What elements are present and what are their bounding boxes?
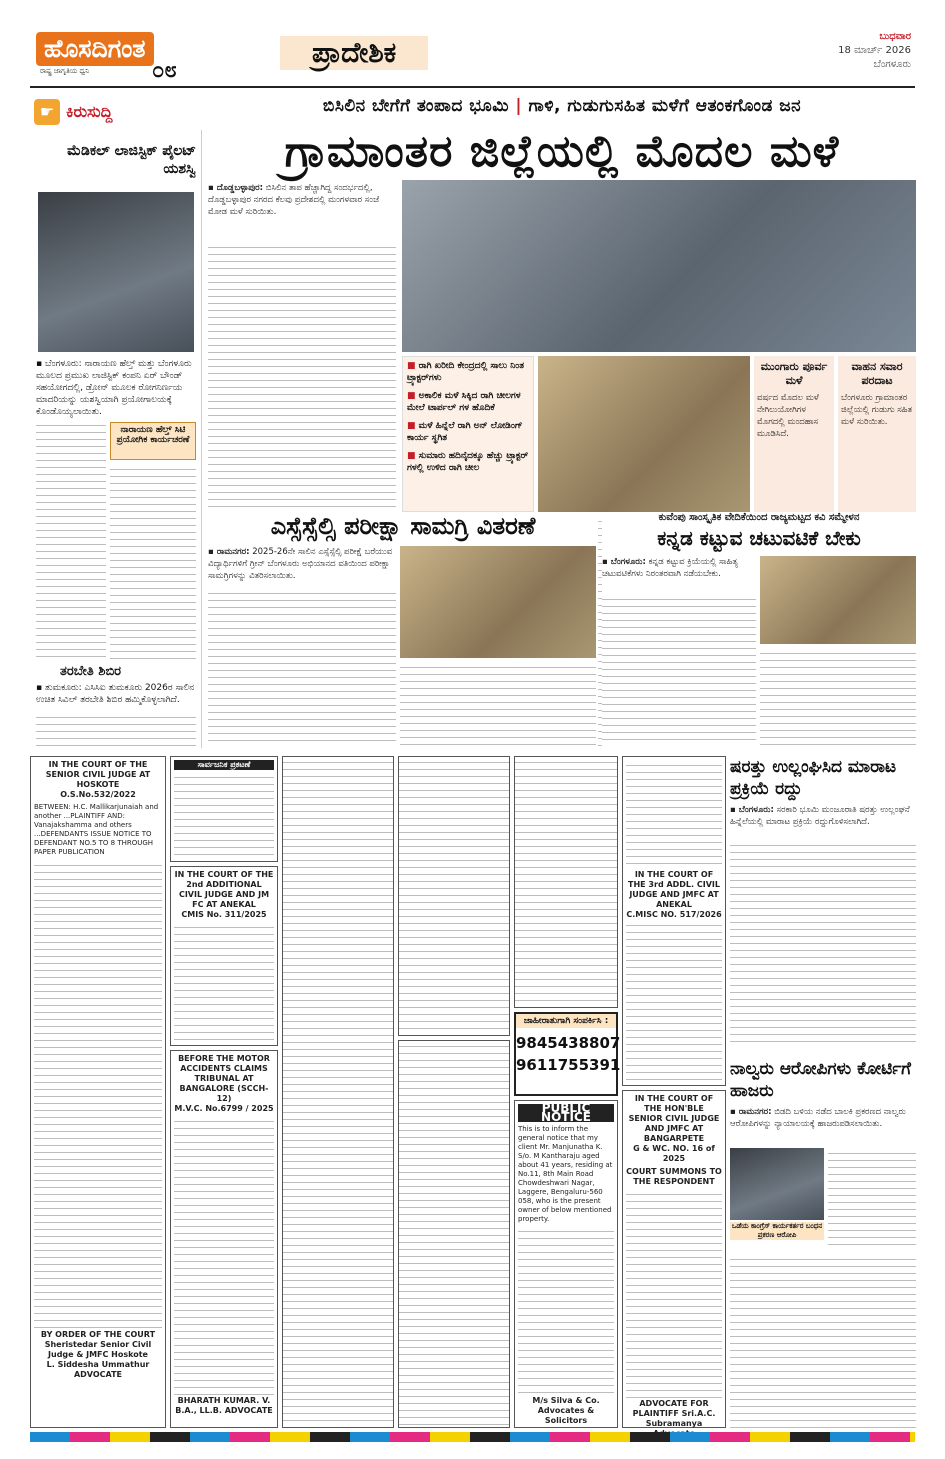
sidebar-photo [38,192,194,352]
kicker-divider: | [515,96,529,116]
training-text [36,712,196,746]
public-notice-text: This is to inform the general notice that my client Mr. Manjunatha K. S/o. M Kantharaju aged about 41 years, residing at No.11, 8th Main Road Chowdeshwari Nagar, Laggere, Bengaluru-560 058, who is the present owner of below mentioned property. [518,1125,613,1223]
land-sale-dateline: ▪ ಬೆಂಗಳೂರು: [730,805,774,815]
print-color-strip [30,1432,915,1442]
dateline-block [838,30,911,72]
court4-title: IN THE COURT OF THE HON'BLE SENIOR CIVIL JUDGE AND JMFC AT BANGARPETE [628,1094,720,1143]
main-lead-text: ಬಿಸಿಲಿನ ತಾಪ ಹೆಚ್ಚಾಗಿದ್ದ ಸಂದರ್ಭದಲ್ಲಿ, ದೊಡ್ಡಬಳ್ಳಾಪುರ ನಗರದ ಕೆಲವು ಪ್ರದೇಶದಲ್ಲಿ ಮಂಗಳವಾರ ಸಂಜೆ ಮೋಡ ಮಳೆ ಸುರಿಯಿತು. [208,183,380,217]
accused-headline: ನಾಲ್ವರು ಆರೋಪಿಗಳು ಕೋರ್ಟಿಗೆ ಹಾಜರು [730,1059,911,1101]
sslc-headline: ಎಸ್ಸೆಸ್ಸೆಲ್ಸಿ ಪರೀಕ್ಷಾ ಸಾಮಗ್ರಿ ವಿತರಣೆ [270,512,536,540]
date: 18 ಮಾರ್ಚ್ 2026 [838,45,911,56]
kuvempu-lead [602,556,756,592]
sslc-story [208,512,598,748]
sslc-text-2 [400,662,596,746]
accused-court-story [730,1058,916,1428]
court4-signoff: ADVOCATE FOR PLAINTIFF Sri.A.C. Subramanya [632,1399,716,1428]
court-notice-hoskote [30,756,166,1428]
sidebar-lead: ▪ ಬೆಂಗಳೂರು: ನಾರಾಯಣ ಹೆಲ್ತ್ ಮತ್ತು ಬೆಂಗಳೂರು ಮೂಲದ ಪ್ರಮುಖ ಲಾಜಿಸ್ಟಿಕ್ ಕಂಪನಿ ಏರ್ ಬೌಂಡ್ ಸಹಯೋಗದಲ್ಲಿ, ಡ್ರೋನ್ ಮೂಲಕ ರೋಗನಿರ್ಣಯ ಮಾದರಿಯನ್ನು ಯಶಸ್ವಿಯಾಗಿ ಪ್ರಯೋಗಾಲಯಕ್ಕೆ ಕೊಂಡೊಯ್ಯಲಾಯಿತು. [36,359,192,417]
kuvempu-headline: ಕನ್ನಡ ಕಟ್ಟುವ ಚಟುವಟಿಕೆ ಬೇಕು [657,526,861,550]
court1-signoff: BY ORDER OF THE COURT Sheristedar Senior Civil Judge & JMFC Hoskote [40,1330,156,1359]
phone-1[interactable]: 9845438807 [516,1034,621,1052]
advocate1: L. Siddesha Ummathur ADVOCATE [46,1360,150,1379]
kannada-notices-col [282,756,394,1428]
city: ಬೆಂಗಳೂರು [873,59,911,70]
sslc-text [208,588,396,746]
main-kicker [208,96,916,116]
mact-notice [170,1050,278,1428]
mact-title: BEFORE THE MOTOR ACCIDENTS CLAIMS TRIBUNAL AT BANGALORE (SCCH-12) [178,1054,270,1103]
land-sale-story [730,756,916,1054]
page-number: ೦೮ [152,58,177,83]
day: ಬುಧವಾರ [879,31,911,42]
highlight-item: ■ ಅಕಾಲಿಕ ಮಳೆ ಸಿಕ್ಕಿದ ರಾಗಿ ಚೀಲಗಳ ಮೇಲೆ ಟಾರ್ಪಲ್ ಗಳ ಹೊದಿಕೆ [407,391,521,413]
training-lead: ▪ ತುಮಕೂರು: ಎಸಿಸಿಐ ತುಮಕೂರು 2026ರ ಸಾಲಿನ ಉಚಿತ ಸಿವಿಲ್ ತರಬೇತಿ ಶಿಬಿರ ಹಮ್ಮಿಕೊಳ್ಳಲಾಗಿದೆ. [36,683,195,705]
main-dateline: ▪ ದೊಡ್ಡಬಳ್ಳಾಪುರ: [208,183,264,193]
main-lead [208,182,396,242]
main-headline: ಗ್ರಾಮಾಂತರ ಜಿಲ್ಲೆಯಲ್ಲಿ ಮೊದಲ ಮಳೆ [284,126,840,177]
training-headline: ತರಬೇತಿ ಶಿಬಿರ [60,664,122,679]
logo-box [30,30,190,86]
kirusuddi-badge [30,96,202,130]
public-notice-english [514,1100,618,1428]
court4-summons: COURT SUMMONS TO THE RESPONDENT [626,1167,722,1186]
side-box-left-head: ಮುಂಗಾರು ಪೂರ್ವ ಮಳೆ [760,360,828,387]
mact-case: M.V.C. No.6799 / 2025 [174,1104,274,1113]
court3-body [626,920,722,1080]
accused-lead-text: ಬಿಡದಿ ಬಳಿಯ ನಡೆದ ಬಾಲಕಿ ಪ್ರಕರಣದ ನಾಲ್ವರು ಆರೋಪಿಗಳನ್ನು ನ್ಯಾಯಾಲಯಕ್ಕೆ ಹಾಜರುಪಡಿಸಲಾಯಿತು. [730,1107,906,1129]
ragi-centre-photo [538,356,750,512]
public-notice-kannada [170,756,278,862]
court3-title: IN THE COURT OF THE 3rd ADDL. CIVIL JUDGE AND JMFC AT ANEKAL [628,870,720,909]
pointing-hand-icon: ☛ [34,99,60,125]
accused-text [828,1148,916,1248]
sidebar-headline: ಮೆಡಿಕಲ್ ಲಾಜಿಸ್ಟಿಕ್ ಪೈಲಟ್ ಯಶಸ್ವಿ [67,143,196,177]
sslc-lead-text: 2025-26ನೇ ಸಾಲಿನ ಎಸ್ಸೆಸ್ಸೆಲ್ಸಿ ಪರೀಕ್ಷೆ ಬರೆಯುವ ವಿದ್ಯಾರ್ಥಿಗಳಿಗೆ ಗ್ರೀನ್‌ ಬೆಂಗಳೂರು ಅಭಿಯಾನದ ವತಿಯಿಂದ ಪರೀಕ್ಷಾ ಸಾಮಗ್ರಿಗಳನ್ನು ವಿತರಿಸಲಾಯಿತು. [208,547,393,581]
main-story-head [208,96,916,176]
notice-body [174,772,274,858]
court1-text: BETWEEN: H.C. Mallikarjunaiah and another ...PLAINTIFF AND: Vanajakshamma and others ...DEFENDANTS ISSUE NOTICE TO DEFENDANT NO.5 TO 8 THROUGH PAPER PUBLICATION [34,803,159,856]
highlight-item: ■ ಮಳೆ ಹಿನ್ನೆಲೆ ರಾಗಿ ಅನ್ ಲೋಡಿಂಗ್ ಕಾರ್ಯ ಸ್ಥಗಿತ [407,421,523,443]
kuvempu-photo [760,556,916,644]
kirusuddi-label: ಕಿರುಸುದ್ದಿ [66,102,113,121]
highlight-item: ■ ರಾಗಿ ಖರೀದಿ ಕೇಂದ್ರದಲ್ಲಿ ಸಾಲು ನಿಂತ ಟ್ರ್ಯಾಕ್ಟರ್‌ಗಳು [407,361,524,383]
rain-road-photo [402,180,916,352]
kuvempu-text-2 [760,648,916,746]
kuvempu-text [602,594,756,746]
court1-body [34,860,162,1330]
public-notice-sign: M/s Silva & Co. Advocates & Solicitors [532,1396,600,1425]
court-notice-anekal [170,866,278,1046]
court1-title: IN THE COURT OF THE SENIOR CIVIL JUDGE AT HOSKOTE [45,760,151,789]
court-notice-anekal-3 [622,756,726,1086]
land-sale-headline: ಷರತ್ತು ಉಲ್ಲಂಘಿಸಿದ ಮಾರಾಟ ಪ್ರಕ್ರಿಯೆ ರದ್ದು [730,757,897,799]
accused-photo-caption: ಒಡೆಯ ಕಾಂಗ್ರೆಸ್ ಕಾರ್ಯಕರ್ತರ ಬಂಧನ ಪ್ರಕರಣ ಆರೋಪಿ [731,1222,823,1239]
court4-case: G & WC. NO. 16 of 2025 [633,1144,715,1163]
sidebar-text [36,420,106,660]
sidebar [30,96,202,748]
sslc-photo [400,546,596,658]
highlights-box [402,356,534,512]
land-sale-text [730,840,916,1046]
kuvempu-kicker: ಕುವೆಂಪು ಸಾಂಸ್ಕೃತಿಕ ವೇದಿಕೆಯಿಂದ ರಾಜ್ಯಮಟ್ಟದ ಕವಿ ಸಮ್ಮೇಳನ [658,512,860,523]
kannada-notices-col-3 [398,1040,510,1428]
kuvempu-dateline: ▪ ಬೆಂಗಳೂರು: [602,557,646,567]
section-title: ಪ್ರಾದೇಶಿಕ [280,36,428,70]
court1-case: O.S.No.532/2022 [60,790,136,799]
side-box-left-text: ವರ್ಷದ ಮೊದಲ ಮಳೆ ನೇಗಿಲುಯೋಗಿಗಳ ಮೊಗದಲ್ಲಿ ಮಂದಹಾಸ ಮೂಡಿಸಿದೆ. [757,393,819,439]
sslc-lead [208,546,396,586]
accused-text-2 [730,1254,916,1428]
court3-case: C.MISC NO. 517/2026 [626,910,722,919]
court-notice-bangarpete [622,1090,726,1428]
sidebar-callout: ನಾರಾಯಣ ಹೆಲ್ತ್ ಸಿಟಿ ಪ್ರಯೋಗಿಕ ಕಾರ್ಯಚರಣೆ [110,422,196,460]
masthead [30,30,915,88]
mact-body [174,1116,274,1396]
side-box-right-head: ವಾಹನ ಸವಾರ ಪರದಾಟ [851,360,903,387]
notice-head: ಸಾರ್ವಜನಿಕ ಪ್ರಕಟಣೆ [174,760,274,770]
kicker-left: ಬಿಸಿಲಿನ ಬೇಗೆಗೆ ತಂಪಾದ ಭೂಮಿ [322,96,509,116]
ad-contact-box [514,1012,621,1096]
newspaper-logo: ಹೊಸದಿಗಂತ [36,32,154,66]
accused-photo [730,1148,824,1220]
accused-dateline: ▪ ರಾಮನಗರ: [730,1107,772,1117]
public-notice-body [518,1226,614,1396]
tagline: ರಾಷ್ಟ್ರ ಜಾಗೃತಿಯ ಧ್ವನಿ [40,67,90,75]
phone-head: ಜಾಹೀರಾತುಗಾಗಿ ಸಂಪರ್ಕಿಸಿ : [516,1014,616,1028]
phone-2[interactable]: 9611755391 [516,1056,621,1074]
side-box-right-text: ಬೆಂಗಳೂರು ಗ್ರಾಮಾಂತರ ಜಿಲ್ಲೆಯಲ್ಲಿ ಗುಡುಗು ಸಹಿತ ಮಳೆ ಸುರಿಯಿತು. [841,393,913,427]
kicker-right: ಗಾಳಿ, ಗುಡುಗುಸಹಿತ ಮಳೆಗೆ ಆತಂಕಗೊಂಡ ಜನ [528,96,802,116]
court4-body [626,1189,722,1399]
land-sale-lead-text: ಸರಕಾರಿ ಭೂಮಿ ಮಂಜೂರಾತಿ ಷರತ್ತು ಉಲ್ಲಂಘನೆ ಹಿನ್ನೆಲೆಯಲ್ಲಿ ಮಾರಾಟ ಪ್ರಕ್ರಿಯೆ ರದ್ದುಗೊಳಿಸಲಾಗಿದೆ. [730,805,910,827]
kannada-notices-col-2 [398,756,510,1036]
land-sale-lead [730,804,916,840]
court3-body-top [626,760,722,870]
court2-title: IN THE COURT OF THE 2nd ADDITIONAL CIVIL JUDGE AND JM FC AT ANEKAL [174,870,274,909]
sidebar-text-2 [110,464,196,660]
accused-lead [730,1106,916,1142]
court2-body [174,922,274,1042]
mact-signoff: BHARATH KUMAR. V. B.A., LL.B. ADVOCATE [175,1396,273,1415]
court2-case: CMIS No. 311/2025 [181,910,267,919]
kuvempu-lead-text: ಕನ್ನಡ ಕಟ್ಟುವ ಕ್ರಿಯೆಯಲ್ಲಿ ಸಾಹಿತ್ಯ ಚಟುವಟಿಕೆಗಳು ನಿರಂತರವಾಗಿ ನಡೆಯಬೇಕು. [602,557,739,579]
highlight-item: ■ ಸುಮಾರು ಹದಿನೈದಕ್ಕೂ ಹೆಚ್ಚು ಟ್ರ್ಯಾಕ್ಟರ್ ಗಳಲ್ಲಿ ಉಳಿದ ರಾಗಿ ಚೀಲ [407,451,529,473]
sslc-dateline: ▪ ರಾಮನಗರ: [208,547,250,557]
public-notice-head: PUBLIC NOTICE [518,1104,614,1122]
kannada-notices-col-4 [514,756,618,1008]
kuvempu-story [602,512,916,748]
